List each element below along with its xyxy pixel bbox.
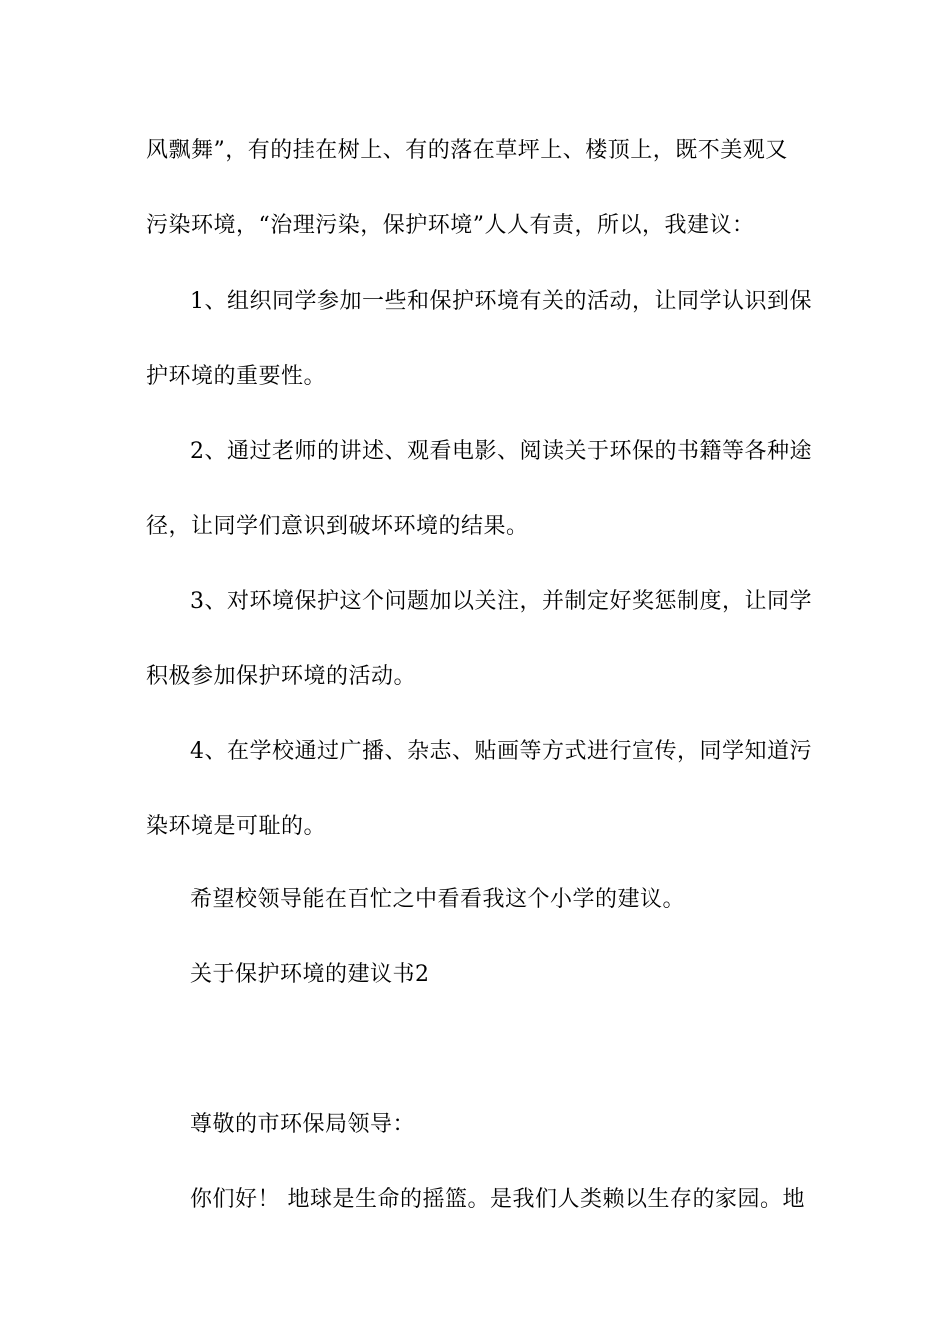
- list-item-3-line-2: 积极参加保护环境的活动。: [146, 664, 417, 689]
- list-item-4-line-1: 4、在学校通过广播、杂志、贴画等方式进行宣传，同学知道污: [190, 739, 812, 764]
- paragraph-line: 风飘舞”，有的挂在树上、有的落在草坪上、楼顶上，既不美观又: [146, 138, 788, 163]
- list-item-1-line-1: 1、组织同学参加一些和保护环境有关的活动，让同学认识到保: [190, 289, 812, 314]
- list-item-3-line-1: 3、对环境保护这个问题加以关注，并制定好奖惩制度，让同学: [190, 589, 812, 614]
- paragraph-line: 污染环境，“治理污染，保护环境”人人有责，所以，我建议：: [146, 213, 755, 238]
- closing-paragraph: 希望校领导能在百忙之中看看我这个小学的建议。: [190, 887, 686, 912]
- list-item-1-line-2: 护环境的重要性。: [146, 364, 327, 389]
- greeting-paragraph: 你们好！ 地球是生命的摇篮。是我们人类赖以生存的家园。地: [190, 1187, 805, 1212]
- salutation: 尊敬的市环保局领导：: [190, 1112, 416, 1137]
- list-item-4-line-2: 染环境是可耻的。: [146, 814, 327, 839]
- section-title: 关于保护环境的建议书2: [190, 962, 430, 987]
- list-item-2-line-2: 径，让同学们意识到破坏环境的结果。: [146, 514, 529, 539]
- list-item-2-line-1: 2、通过老师的讲述、观看电影、阅读关于环保的书籍等各种途: [190, 439, 812, 464]
